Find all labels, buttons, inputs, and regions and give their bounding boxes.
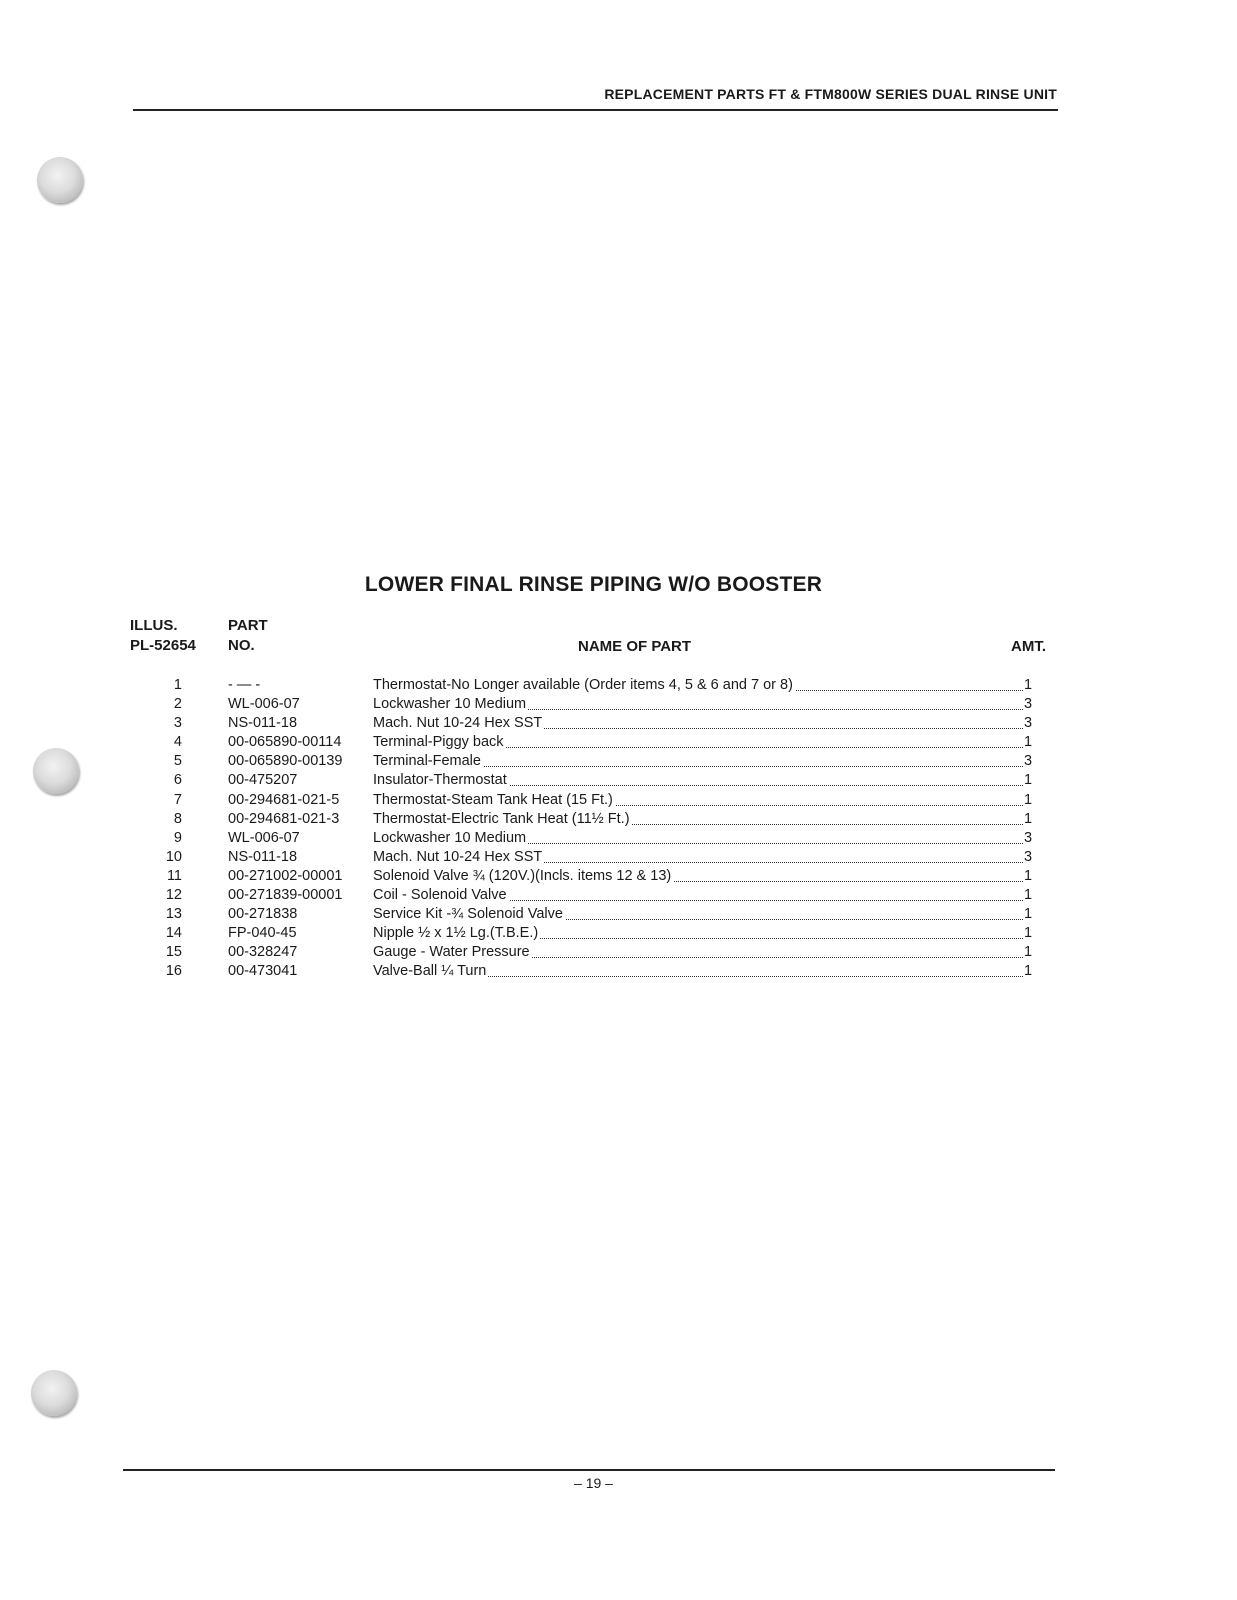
table-row xyxy=(0,848,1237,867)
part-name: Service Kit -¾ Solenoid Valve xyxy=(373,906,563,923)
table-row xyxy=(0,752,1237,771)
part-number: 00-473041 xyxy=(228,963,298,980)
part-number: 00-271838 xyxy=(228,906,298,923)
part-name-cell xyxy=(373,962,1023,981)
table-row xyxy=(0,829,1237,848)
part-name-cell xyxy=(373,810,1023,829)
part-amount: 1 xyxy=(1024,867,1033,884)
illus-number: 10 xyxy=(165,848,182,865)
part-name: Coil - Solenoid Valve xyxy=(373,887,507,904)
part-name: Solenoid Valve ¾ (120V.)(Incls. items 12 & 13) xyxy=(373,867,672,884)
illus-number: 2 xyxy=(173,696,182,713)
illus-number: 14 xyxy=(165,925,182,942)
page-header-title: REPLACEMENT PARTS FT & FTM800W SERIES DUAL RINSE UNIT xyxy=(604,86,1057,102)
illus-number: 7 xyxy=(173,791,182,808)
part-amount: 1 xyxy=(1024,925,1033,942)
part-name-cell xyxy=(373,867,1023,886)
column-header-part: PART xyxy=(228,617,268,634)
column-header-part-no: NO. xyxy=(228,637,255,654)
part-name: Thermostat-Steam Tank Heat (15 Ft.) xyxy=(373,791,613,808)
table-row xyxy=(0,867,1237,886)
column-header-name: NAME OF PART xyxy=(578,638,692,655)
parts-table xyxy=(0,676,1237,982)
column-header-amt: AMT. xyxy=(1011,638,1046,655)
part-name: Valve-Ball ¼ Turn xyxy=(373,963,487,980)
part-name-cell xyxy=(373,771,1023,790)
table-row xyxy=(0,810,1237,829)
page-number: – 19 – xyxy=(574,1475,613,1491)
part-amount: 1 xyxy=(1024,906,1033,923)
binder-hole-bottom xyxy=(31,1370,77,1416)
table-row xyxy=(0,695,1237,714)
table-row xyxy=(0,714,1237,733)
part-name: Insulator-Thermostat xyxy=(373,772,507,789)
illus-number: 16 xyxy=(165,963,182,980)
table-row xyxy=(0,676,1237,695)
part-number: WL-006-07 xyxy=(228,696,300,713)
part-name-cell xyxy=(373,943,1023,962)
illus-number: 12 xyxy=(165,887,182,904)
part-name: Terminal-Piggy back xyxy=(373,734,504,751)
part-amount: 1 xyxy=(1024,887,1033,904)
part-amount: 1 xyxy=(1024,734,1033,751)
part-amount: 3 xyxy=(1024,753,1033,770)
part-number: 00-271002-00001 xyxy=(228,867,343,884)
part-name: Gauge - Water Pressure xyxy=(373,944,530,961)
part-number: NS-011-18 xyxy=(228,715,298,732)
part-number: - — - xyxy=(228,677,261,693)
part-amount: 3 xyxy=(1024,696,1033,713)
illus-number: 8 xyxy=(173,810,182,827)
illus-number: 13 xyxy=(165,906,182,923)
table-row xyxy=(0,771,1237,790)
part-name: Lockwasher 10 Medium xyxy=(373,696,527,713)
part-amount: 1 xyxy=(1024,810,1033,827)
part-amount: 3 xyxy=(1024,829,1033,846)
column-header-illus-ref: PL-52654 xyxy=(130,637,196,654)
part-number: 00-328247 xyxy=(228,944,298,961)
illus-number: 9 xyxy=(173,829,182,846)
part-amount: 3 xyxy=(1024,848,1033,865)
part-name-cell xyxy=(373,714,1023,733)
table-row xyxy=(0,791,1237,810)
illus-number: 3 xyxy=(173,715,182,732)
part-amount: 3 xyxy=(1024,715,1033,732)
part-amount: 1 xyxy=(1024,944,1033,961)
illus-number: 5 xyxy=(173,753,182,770)
part-amount: 1 xyxy=(1024,791,1033,808)
part-name-cell xyxy=(373,676,1023,695)
table-row xyxy=(0,733,1237,752)
part-name-cell xyxy=(373,752,1023,771)
illus-number: 1 xyxy=(173,677,182,693)
table-row xyxy=(0,905,1237,924)
part-name: Thermostat-No Longer available (Order items 4, 5 & 6 and 7 or 8) xyxy=(373,677,793,693)
part-amount: 1 xyxy=(1024,772,1033,789)
part-number: 00-271839-00001 xyxy=(228,887,343,904)
table-row xyxy=(0,943,1237,962)
illus-number: 4 xyxy=(173,734,182,751)
table-row xyxy=(0,962,1237,981)
part-number: 00-065890-00114 xyxy=(228,734,342,751)
part-name-cell xyxy=(373,829,1023,848)
part-amount: 1 xyxy=(1024,963,1033,980)
column-header-illus: ILLUS. xyxy=(130,617,178,634)
part-name-cell xyxy=(373,733,1023,752)
part-number: 00-065890-00139 xyxy=(228,753,343,770)
header-divider xyxy=(133,109,1058,111)
table-row xyxy=(0,886,1237,905)
part-number: WL-006-07 xyxy=(228,829,300,846)
part-name-cell xyxy=(373,886,1023,905)
part-name: Thermostat-Electric Tank Heat (11½ Ft.) xyxy=(373,810,630,827)
part-name-cell xyxy=(373,848,1023,867)
part-name-cell xyxy=(373,791,1023,810)
table-row xyxy=(0,924,1237,943)
part-name: Terminal-Female xyxy=(373,753,481,770)
part-name-cell xyxy=(373,905,1023,924)
footer-divider xyxy=(123,1469,1055,1471)
part-name: Mach. Nut 10-24 Hex SST xyxy=(373,848,543,865)
part-number: NS-011-18 xyxy=(228,848,298,865)
illus-number: 11 xyxy=(166,867,182,884)
part-number: 00-294681-021-5 xyxy=(228,791,340,808)
binder-hole-top xyxy=(37,157,83,203)
illus-number: 6 xyxy=(173,772,182,789)
part-number: 00-294681-021-3 xyxy=(228,810,340,827)
part-name-cell xyxy=(373,695,1023,714)
part-name: Mach. Nut 10-24 Hex SST xyxy=(373,715,543,732)
illus-number: 15 xyxy=(165,944,182,961)
part-amount: 1 xyxy=(1024,677,1033,693)
part-number: FP-040-45 xyxy=(228,925,297,942)
part-name: Nipple ½ x 1½ Lg.(T.B.E.) xyxy=(373,925,539,942)
section-title: LOWER FINAL RINSE PIPING W/O BOOSTER xyxy=(364,573,823,596)
part-name-cell xyxy=(373,924,1023,943)
part-number: 00-475207 xyxy=(228,772,298,789)
part-name: Lockwasher 10 Medium xyxy=(373,829,527,846)
